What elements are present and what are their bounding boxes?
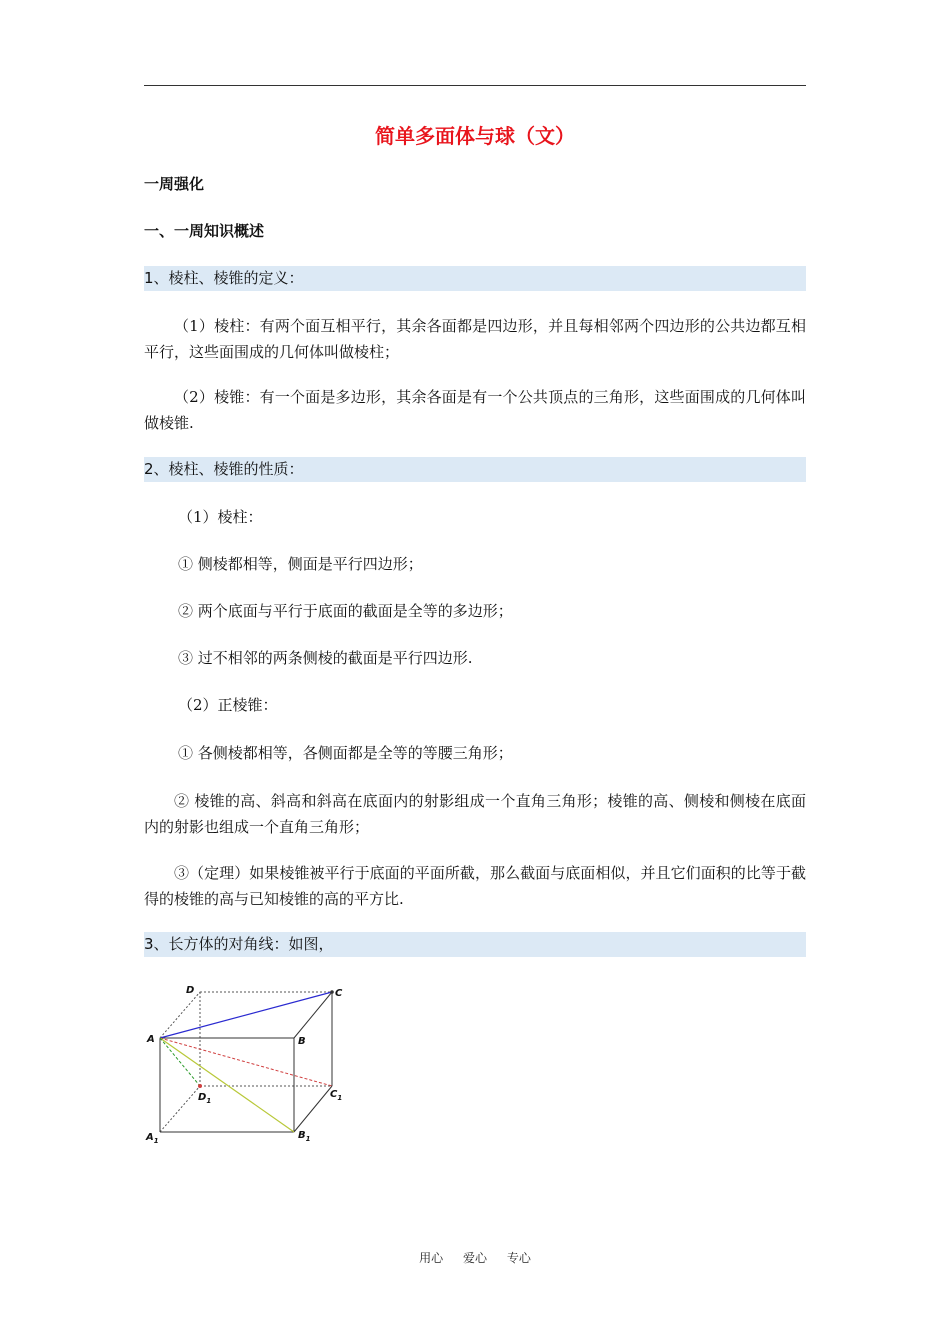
pyramid-property-3: ③（定理）如果棱锥被平行于底面的平面所截，那么截面与底面相似，并且它们面积的比等于截得的棱锥的高与已知棱锥的高的平方比. [144, 864, 806, 908]
label-A: A [147, 1034, 155, 1045]
footer-text: 爱心 [462, 1251, 487, 1265]
label-A1: $A_1$ [146, 1132, 159, 1145]
section-band-1 [144, 266, 806, 291]
subtitle: 一周强化 [144, 175, 205, 193]
diagonal-AB1 [160, 1038, 294, 1132]
pyramid-property-2: ② 棱锥的高、斜高和斜高在底面内的射影组成一个直角三角形；棱锥的高、侧棱和侧棱在底面内的射影也组成一个直角三角形； [144, 792, 806, 836]
diagonal-AC [160, 992, 332, 1038]
edge-BC [294, 992, 332, 1038]
label-D1: $D_1$ [198, 1092, 212, 1105]
edge-A1D1 [160, 1086, 200, 1132]
pyramid-definition: （2）棱锥：有一个面是多边形，其余各面是有一个公共顶点的三角形，这些面围成的几何体叫做棱锥. [144, 388, 806, 432]
edge-B1C1 [294, 1086, 332, 1132]
prism-definition: （1）棱柱：有两个面互相平行，其余各面都是四边形，并且每相邻两个四边形的公共边都互相平行，这些面围成的几何体叫做棱柱； [144, 317, 806, 361]
section-3-heading: 3、长方体的对角线：如图， [144, 935, 334, 953]
list-item: （1）棱柱： [178, 508, 263, 526]
vertex-D1 [198, 1084, 202, 1088]
section-band-3 [144, 932, 806, 957]
section-heading: 一、一周知识概述 [144, 222, 265, 240]
section-2-heading: 2、棱柱、棱锥的性质： [144, 460, 304, 478]
label-C: C [335, 988, 343, 999]
list-item: （2）正棱锥： [178, 696, 278, 714]
label-B1: $B_1$ [298, 1130, 311, 1143]
label-D: D [186, 985, 195, 996]
list-item: ① 各侧棱都相等，各侧面都是全等的等腰三角形； [178, 744, 513, 762]
page-title: 简单多面体与球（文） [375, 124, 575, 148]
section-band-2 [144, 457, 806, 482]
diagonal-AC1 [160, 1038, 332, 1086]
label-C1: $C_1$ [330, 1089, 343, 1102]
section-1-heading: 1、棱柱、棱锥的定义： [144, 269, 304, 287]
edge-AD [160, 992, 200, 1038]
list-item: ② 两个底面与平行于底面的截面是全等的多边形； [178, 602, 513, 620]
page-footer [0, 1248, 950, 1268]
top-rule [144, 85, 806, 86]
label-B: B [298, 1036, 306, 1047]
footer-text: 专心 [506, 1251, 531, 1265]
list-item: ③ 过不相邻的两条侧棱的截面是平行四边形. [178, 649, 473, 667]
cuboid-diagram [144, 978, 360, 1154]
vertex-C [330, 990, 334, 994]
list-item: ① 侧棱都相等，侧面是平行四边形； [178, 555, 423, 573]
footer-text: 用心 [419, 1251, 444, 1265]
